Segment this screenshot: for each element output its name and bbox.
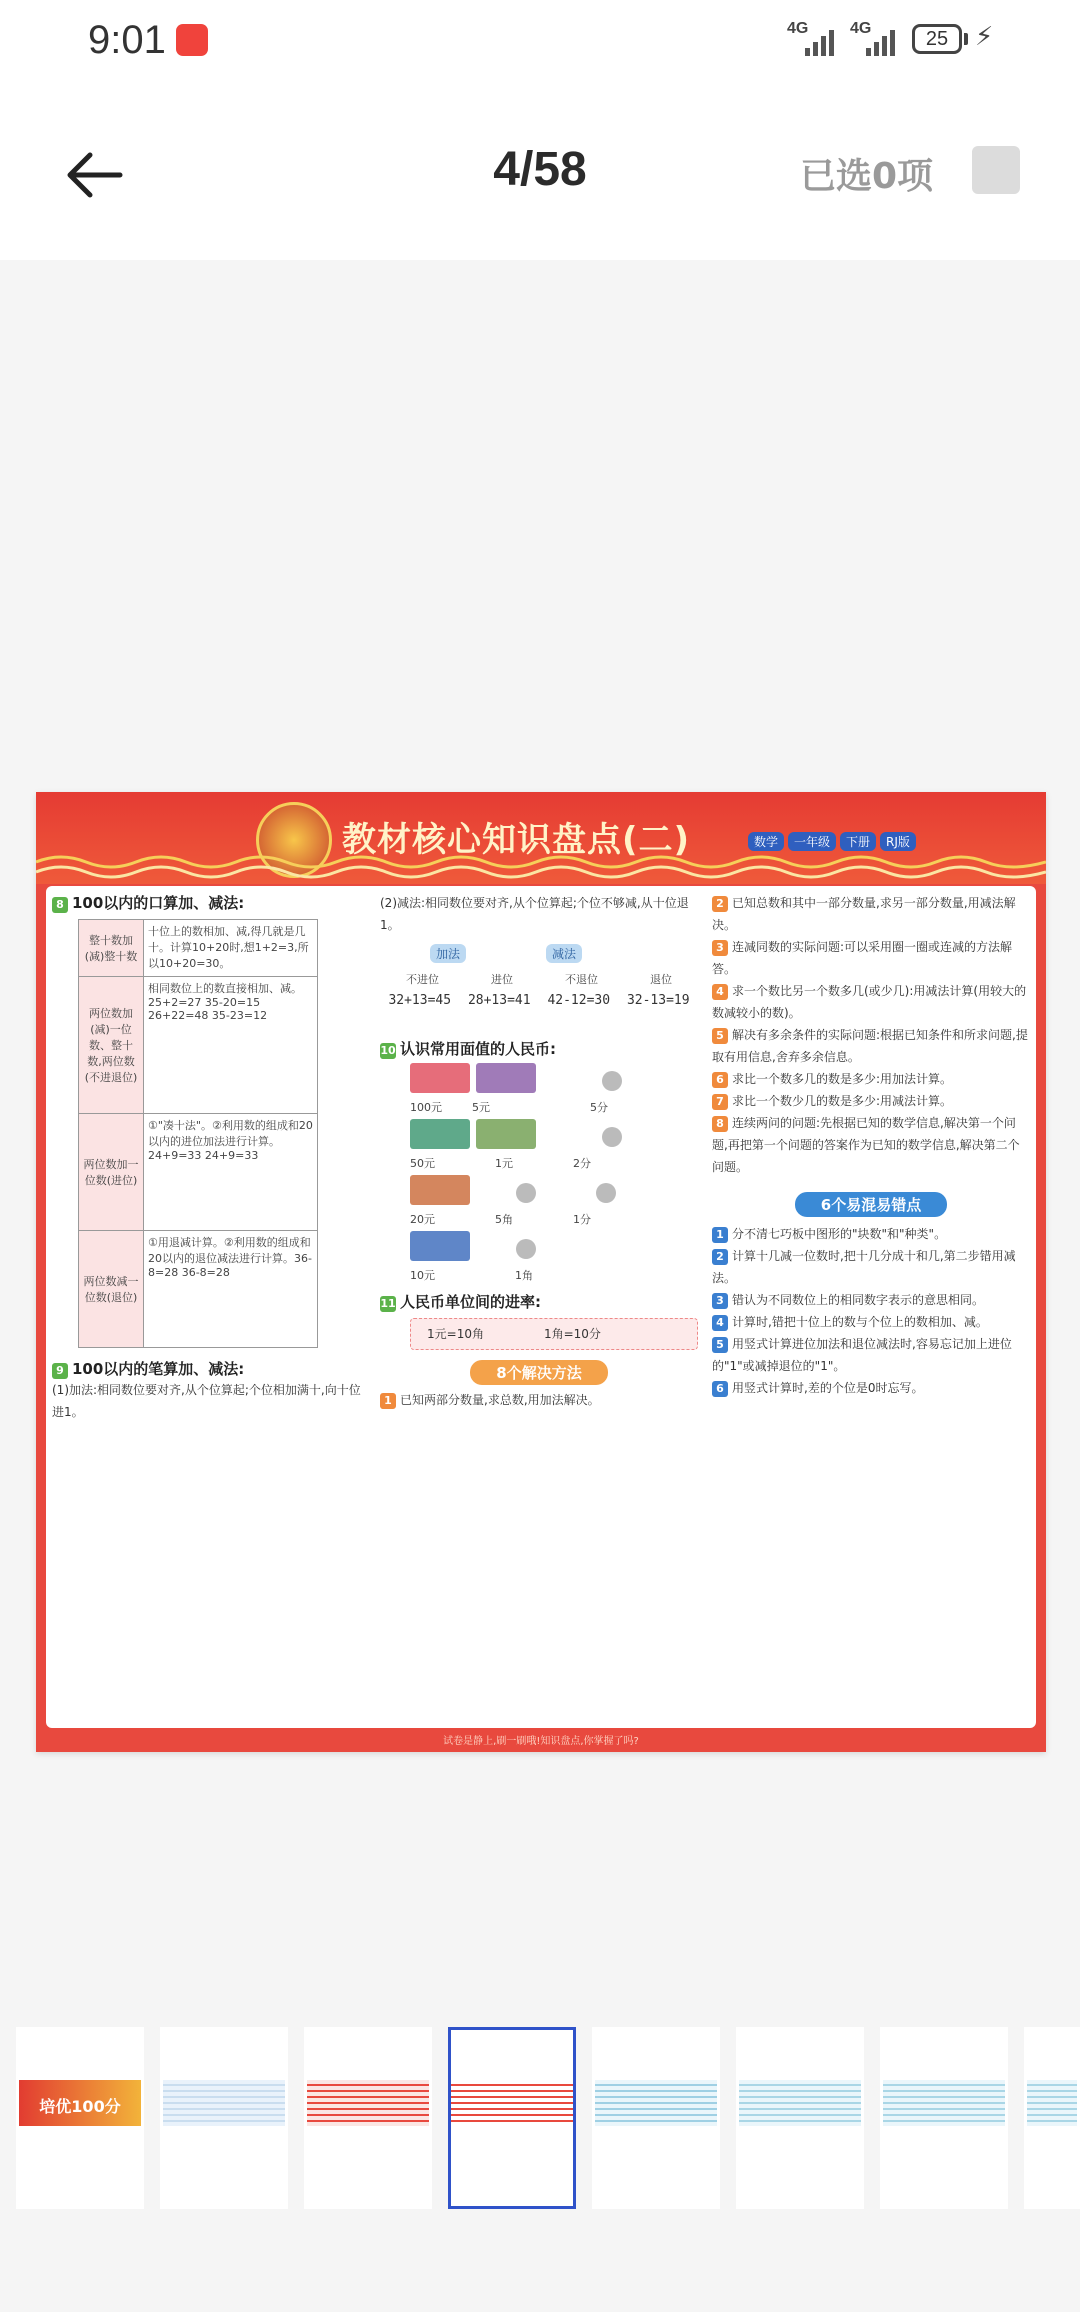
table-row-head: 两位数减一位数(退位) — [79, 1231, 144, 1348]
unit-rate-box — [410, 1318, 698, 1350]
error-text: 计算时,错把十位上的数与个位上的数相加、减。 — [732, 1315, 988, 1329]
money-label: 5元 — [472, 1101, 490, 1114]
item-number: 3 — [712, 1293, 728, 1309]
money-label: 50元 — [410, 1157, 435, 1170]
battery-icon: 25 — [912, 24, 962, 54]
methods-title: 8个解决方法 — [470, 1360, 607, 1385]
item-number: 1 — [380, 1393, 396, 1409]
item-number: 4 — [712, 984, 728, 1000]
section-10-title — [380, 1038, 698, 1059]
method-item — [712, 1024, 1030, 1068]
money-label: 1分 — [573, 1213, 591, 1226]
section-9-text: (1)加法:相同数位要对齐,从个位算起;个位相加满十,向十位进1。 — [52, 1383, 361, 1419]
money-label: 100元 — [410, 1101, 442, 1114]
item-number: 2 — [712, 1249, 728, 1265]
banknote-20-icon — [410, 1175, 470, 1205]
error-text: 分不清七巧板中图形的"块数"和"种类"。 — [732, 1227, 947, 1241]
section-11-label: 人民币单位间的进率: — [400, 1293, 541, 1311]
banknote-10-icon — [410, 1231, 470, 1261]
error-item — [712, 1223, 1030, 1245]
money-grid — [380, 1059, 698, 1283]
method-text: 已知两部分数量,求总数,用加法解决。 — [400, 1393, 600, 1407]
item-number: 7 — [712, 1094, 728, 1110]
thumbnail-label: 培优100分 — [39, 2097, 121, 2116]
section-number: 10 — [380, 1044, 396, 1057]
left-column — [52, 892, 370, 1423]
page-footer: 试卷是静上,刷一刷哦!知识盘点,你掌握了吗? — [443, 1736, 639, 1747]
error-item — [712, 1333, 1030, 1377]
banknote-5-icon — [476, 1063, 536, 1093]
table-row-body: 十位上的数相加、减,得几就是几十。计算10+20时,想1+2=3,所以10+20=30。 — [144, 920, 318, 977]
rate: 1角=10分 — [543, 1327, 601, 1341]
col-label: 不进位 — [406, 973, 439, 986]
coin-1fen-icon — [596, 1183, 616, 1203]
op: 42-12=30 — [547, 993, 611, 1008]
col-label: 进位 — [491, 973, 513, 986]
error-item — [712, 1289, 1030, 1311]
subtraction-text: (2)减法:相同数位要对齐,从个位算起;个位不够减,从十位退1。 — [380, 896, 689, 932]
thumbnail-active[interactable] — [448, 2027, 576, 2209]
section-number: 9 — [52, 1363, 68, 1379]
app-notification-icon — [176, 24, 208, 56]
thumbnail[interactable] — [880, 2027, 1008, 2209]
banknote-1-icon — [476, 1119, 536, 1149]
section-8-label: 100以内的口算加、减法: — [72, 894, 245, 912]
item-number: 5 — [712, 1337, 728, 1353]
image-viewer[interactable] — [0, 260, 1080, 2020]
table-row-body: ①用退减计算。②利用数的组成和20以内的退位减法进行计算。36-8=28 36-8=28 — [144, 1231, 318, 1348]
tag: 下册 — [840, 832, 876, 851]
banknote-100-icon — [410, 1063, 470, 1093]
thumbnail[interactable] — [736, 2027, 864, 2209]
tag: 一年级 — [788, 832, 836, 851]
op: 32-13=19 — [626, 993, 690, 1008]
thumbnail-image — [739, 2080, 861, 2126]
sim1-label: 4G — [787, 20, 809, 37]
method-item — [712, 1112, 1030, 1178]
status-time: 9:01 — [88, 18, 166, 62]
section-11-title — [380, 1291, 698, 1312]
page-tags — [748, 832, 916, 851]
error-item — [712, 1377, 1030, 1399]
method-item — [712, 936, 1030, 980]
banknote-50-icon — [410, 1119, 470, 1149]
right-column — [712, 892, 1030, 1399]
errors-title: 6个易混易错点 — [795, 1192, 947, 1217]
error-item — [712, 1311, 1030, 1333]
table-row-head: 整十数加(减)整十数 — [79, 920, 144, 977]
error-text: 错认为不同数位上的相同数字表示的意思相同。 — [732, 1293, 985, 1307]
method-item — [712, 892, 1030, 936]
middle-column — [380, 892, 698, 1411]
method-text: 解决有多余条件的实际问题:根据已知条件和所求问题,提取有用信息,舍弃多余信息。 — [712, 1028, 1028, 1064]
top-bar — [0, 90, 1080, 260]
item-number: 6 — [712, 1381, 728, 1397]
section-9-title — [52, 1358, 370, 1379]
section-10-label: 认识常用面值的人民币: — [400, 1040, 556, 1058]
method-item — [712, 980, 1030, 1024]
signal2-icon — [866, 22, 895, 56]
method-text: 求一个数比另一个数多几(或少几):用减法计算(用较大的数减较小的数)。 — [712, 984, 1027, 1020]
tag: 数学 — [748, 832, 784, 851]
charging-icon: ⚡ — [975, 22, 994, 52]
item-number: 8 — [712, 1116, 728, 1132]
thumbnail-image — [1027, 2080, 1077, 2126]
page-banner — [36, 792, 1046, 884]
tag: RJ版 — [880, 832, 916, 851]
op-labels — [380, 944, 698, 963]
col-label: 不退位 — [565, 973, 598, 986]
money-label: 10元 — [410, 1269, 435, 1282]
section-number: 8 — [52, 897, 68, 913]
section-8-title — [52, 892, 370, 913]
select-checkbox[interactable] — [972, 146, 1020, 194]
item-number: 1 — [712, 1227, 728, 1243]
vertical-ops — [380, 993, 698, 1008]
section-number: 11 — [380, 1297, 396, 1310]
money-label: 5分 — [590, 1101, 608, 1114]
signal1-icon — [805, 22, 834, 56]
thumbnail[interactable] — [592, 2027, 720, 2209]
selected-count: 已选0项 — [800, 156, 934, 197]
item-number: 2 — [712, 896, 728, 912]
thumbnail[interactable] — [1024, 2027, 1080, 2209]
thumbnail[interactable] — [304, 2027, 432, 2209]
money-label: 2分 — [573, 1157, 591, 1170]
document-page — [36, 792, 1046, 1752]
page-paper — [46, 886, 1036, 1728]
method-text: 求比一个数少几的数是多少:用减法计算。 — [732, 1094, 953, 1108]
money-label: 20元 — [410, 1213, 435, 1226]
sim2-label: 4G — [850, 20, 872, 37]
money-label: 1元 — [495, 1157, 513, 1170]
method-text: 求比一个数多几的数是多少:用加法计算。 — [732, 1072, 953, 1086]
thumbnail[interactable] — [160, 2027, 288, 2209]
thumbnail-image — [163, 2080, 285, 2126]
section-9-label: 100以内的笔算加、减法: — [72, 1360, 245, 1378]
errors-heading — [712, 1192, 1030, 1217]
item-number: 5 — [712, 1028, 728, 1044]
addition-label: 加法 — [430, 944, 466, 963]
method-item — [712, 1068, 1030, 1090]
money-label: 5角 — [495, 1213, 513, 1226]
page-counter: 4/58 — [493, 143, 587, 196]
coin-1jiao-icon — [516, 1239, 536, 1259]
column-labels — [380, 971, 698, 987]
subtraction-label: 减法 — [546, 944, 582, 963]
method-item — [380, 1389, 698, 1411]
coin-5jiao-icon — [516, 1183, 536, 1203]
thumbnail-strip[interactable] — [0, 2020, 1080, 2220]
table-row-head: 两位数加(减)一位数、整十数,两位数(不进退位) — [79, 977, 144, 1114]
op: 28+13=41 — [467, 993, 531, 1008]
error-text: 计算十几减一位数时,把十几分成十和几,第二步错用减法。 — [712, 1249, 1016, 1285]
item-number: 4 — [712, 1315, 728, 1331]
method-text: 已知总数和其中一部分数量,求另一部分数量,用减法解决。 — [712, 896, 1016, 932]
thumbnail-image — [595, 2080, 717, 2126]
item-number: 3 — [712, 940, 728, 956]
op: 32+13=45 — [388, 993, 452, 1008]
error-text: 用竖式计算进位加法和退位减法时,容易忘记加上进位的"1"或减掉退位的"1"。 — [712, 1337, 1012, 1373]
thumbnail-image — [307, 2080, 429, 2126]
page-title: 教材核心知识盘点(二) — [342, 820, 691, 860]
thumbnail[interactable] — [16, 2027, 144, 2209]
method-text: 连续两问的问题:先根据已知的数学信息,解决第一个问题,再把第一个问题的答案作为已知的数学信息,解决第二个问题。 — [712, 1116, 1020, 1174]
money-label: 1角 — [515, 1269, 533, 1282]
rate: 1元=10角 — [427, 1327, 484, 1341]
mental-math-table — [78, 919, 318, 1348]
table-row-body: 相同数位上的数直接相加、减。25+2=27 35-20=15 26+22=48 35-23=12 — [144, 977, 318, 1114]
method-item — [712, 1090, 1030, 1112]
status-bar — [0, 0, 1080, 90]
thumbnail-image — [451, 2080, 573, 2126]
table-row-head: 两位数加一位数(进位) — [79, 1114, 144, 1231]
col-label: 退位 — [650, 973, 672, 986]
thumbnail-image — [883, 2080, 1005, 2126]
item-number: 6 — [712, 1072, 728, 1088]
methods-heading — [380, 1360, 698, 1385]
method-text: 连减同数的实际问题:可以采用圈一圈或连减的方法解答。 — [712, 940, 1013, 976]
error-text: 用竖式计算时,差的个位是0时忘写。 — [732, 1381, 924, 1395]
coin-5fen-icon — [602, 1071, 622, 1091]
battery-tip — [964, 33, 968, 45]
wave-decoration — [36, 852, 1046, 886]
error-item — [712, 1245, 1030, 1289]
table-row-body: ①"凑十法"。②利用数的组成和20以内的进位加法进行计算。24+9=33 24+9=33 — [144, 1114, 318, 1231]
coin-2fen-icon — [602, 1127, 622, 1147]
